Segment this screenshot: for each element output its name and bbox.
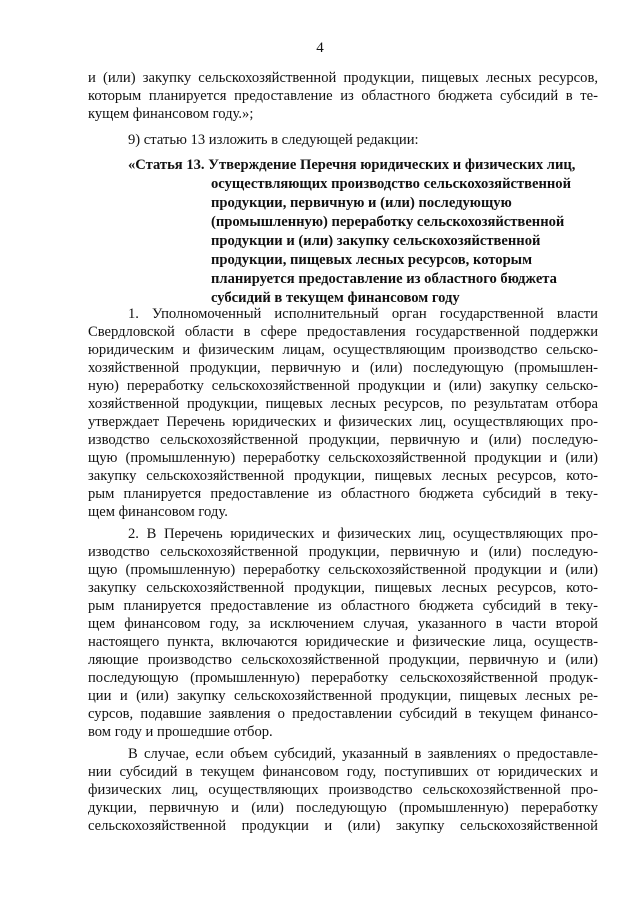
- paragraph-2-line: закупку сельскохозяйственной продукции, пищевых лесных ресурсов, кото-: [88, 580, 598, 596]
- paragraph-1-line: утверждает Перечень юридических и физических лиц, осуществляющих про-: [88, 414, 598, 430]
- paragraph-2-line: 2. В Перечень юридических и физических лиц, осуществляющих про-: [128, 526, 598, 542]
- paragraph-2-line: сурсов, подавшие заявления о предоставлении субсидий в текущем финансо-: [88, 706, 598, 722]
- paragraph-1-line: щем финансовом году.: [88, 504, 228, 520]
- paragraph-3-line: дукции, первичную и (или) последующую (промышленную) переработку: [88, 800, 598, 816]
- paragraph-2-line: последующую (промышленную) переработку сельскохозяйственной продук-: [88, 670, 598, 686]
- article-heading-line: субсидий в текущем финансовом году: [211, 290, 460, 306]
- article-heading-line: продукции, пищевых лесных ресурсов, которым: [211, 252, 533, 268]
- paragraph-1-line: хозяйственной продукции, первичную и (или) последующую (промышлен-: [88, 360, 598, 376]
- intro-line: кущем финансовом году.»;: [88, 106, 254, 122]
- paragraph-3-line: нии субсидий в текущем финансовом году, поступивших от юридических и: [88, 764, 598, 780]
- article-heading-line: осуществляющих производство сельскохозяйственной: [211, 176, 572, 192]
- paragraph-2-line: щую (промышленную) переработку сельскохозяйственной продукции и (или): [88, 562, 598, 578]
- article-heading-line: (промышленную) переработку сельскохозяйственной: [211, 214, 565, 230]
- paragraph-1-line: Свердловской области в сфере предоставления государственной поддержки: [88, 324, 598, 340]
- paragraph-3-line: физических лиц, осуществляющих производство сельскохозяйственной про-: [88, 782, 598, 798]
- paragraph-1-line: ную) переработку сельскохозяйственной продукции и (или) закупку сельско-: [88, 378, 598, 394]
- paragraph-1-line: закупку сельскохозяйственной продукции, пищевых лесных ресурсов, кото-: [88, 468, 598, 484]
- item-9: 9) статью 13 изложить в следующей редакции:: [128, 132, 419, 148]
- paragraph-3-line: В случае, если объем субсидий, указанный в заявлениях о предоставле-: [128, 746, 598, 762]
- paragraph-2-line: настоящего пункта, включаются юридические и физические лица, осуществ-: [88, 634, 598, 650]
- paragraph-2-line: изводство сельскохозяйственной продукции, первичную и (или) последую-: [88, 544, 598, 560]
- paragraph-2-line: ляющие производство сельскохозяйственной продукции, первичную и (или): [88, 652, 598, 668]
- article-heading-line: «Статья 13. Утверждение Перечня юридических и физических лиц,: [128, 157, 576, 173]
- intro-line: и (или) закупку сельскохозяйственной продукции, пищевых лесных ресурсов,: [88, 70, 598, 86]
- paragraph-1-line: щую (промышленную) переработку сельскохозяйственной продукции и (или): [88, 450, 598, 466]
- article-heading-line: продукции, первичную и (или) последующую: [211, 195, 512, 211]
- paragraph-2-line: ции и (или) закупку сельскохозяйственной продукции, пищевых лесных ре-: [88, 688, 598, 704]
- paragraph-2-line: вом году и прошедшие отбор.: [88, 724, 273, 740]
- paragraph-1-line: юридическим и физическим лицам, осуществляющим производство сельско-: [88, 342, 598, 358]
- paragraph-1-line: изводство сельскохозяйственной продукции, первичную и (или) последую-: [88, 432, 598, 448]
- paragraph-1-line: хозяйственной продукции, пищевых лесных ресурсов, по результатам отбора: [88, 396, 598, 412]
- page-number: 4: [316, 40, 324, 56]
- paragraph-1-line: 1. Уполномоченный исполнительный орган государственной власти: [128, 306, 598, 322]
- paragraph-2-line: щем финансовом году, за исключением случая, указанного в части второй: [88, 616, 598, 632]
- paragraph-2-line: рым планируется предоставление из областного бюджета субсидий в теку-: [88, 598, 598, 614]
- paragraph-3-line: сельскохозяйственной продукции и (или) закупку сельскохозяйственной: [88, 818, 598, 834]
- intro-line: которым планируется предоставление из областного бюджета субсидий в те-: [88, 88, 598, 104]
- article-heading-line: продукции и (или) закупку сельскохозяйственной: [211, 233, 541, 249]
- paragraph-1-line: рым планируется предоставление из областного бюджета субсидий в теку-: [88, 486, 598, 502]
- article-heading-line: планируется предоставление из областного бюджета: [211, 271, 557, 287]
